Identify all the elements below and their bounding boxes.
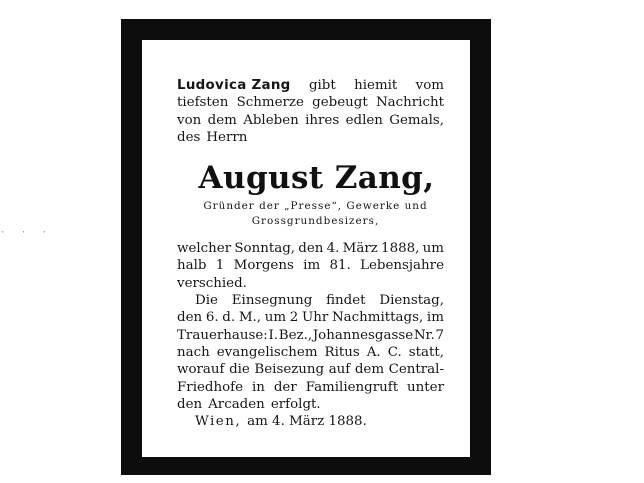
word: findet [326, 293, 366, 309]
word: 2 [289, 310, 299, 326]
word: evangelischem [216, 344, 318, 360]
death-notice-text [177, 77, 444, 430]
word: Central- [388, 362, 444, 378]
word: im [303, 258, 321, 274]
word: Morgens [233, 258, 294, 274]
word: den [177, 396, 203, 412]
dateline-date: am 4. März 1888. [247, 414, 367, 430]
word: 1 [215, 258, 225, 274]
word: hiemit [354, 78, 398, 93]
widow-name: Ludovica Zang [177, 78, 291, 93]
word: um [264, 310, 287, 326]
word: Friedhofe [177, 379, 244, 395]
word: Dienstag, [379, 293, 444, 309]
word: Familiengruft [305, 379, 399, 395]
word: M., [238, 310, 262, 326]
word: den [177, 310, 203, 326]
word: Gemals, [389, 112, 444, 128]
word: 4. [326, 241, 340, 257]
death-line [177, 275, 444, 292]
word: verschied. [177, 275, 247, 291]
word: ihres [305, 112, 340, 128]
word: Lebensjahre [360, 258, 444, 274]
word: gebeugt [312, 95, 368, 111]
word: dem [207, 112, 237, 128]
word: statt, [408, 344, 444, 360]
word: worauf [177, 362, 225, 378]
funeral-line [177, 396, 444, 413]
death-line [177, 240, 444, 257]
intro-paragraph [177, 77, 444, 146]
word: Sonntag, [234, 241, 296, 257]
stray-scan-marks: · · · [0, 228, 53, 238]
word: I. [268, 327, 279, 343]
word: 81. [329, 258, 351, 274]
word: in [251, 379, 265, 395]
word: den [298, 241, 324, 257]
intro-line [177, 77, 444, 94]
funeral-line [177, 344, 444, 361]
word: Ableben [243, 112, 299, 128]
word: gibt [308, 78, 336, 93]
death-paragraph [177, 240, 444, 292]
word: Beisezung [254, 362, 325, 378]
funeral-paragraph [177, 292, 444, 413]
word: tiefsten [177, 95, 229, 111]
word: Die [195, 293, 218, 309]
word: unter [407, 379, 444, 395]
word: des [177, 129, 201, 145]
word: Einsegnung [231, 293, 313, 309]
word: März [342, 241, 378, 257]
word: Nachricht [375, 95, 444, 111]
word: A. [366, 344, 381, 360]
word: um [422, 241, 444, 257]
intro-line [177, 112, 444, 129]
word: C. [387, 344, 402, 360]
word: dem [354, 362, 385, 378]
subtitle-line: Gründer der „Presse“, Gewerke und [203, 200, 428, 213]
word: die [229, 362, 250, 378]
funeral-line [177, 379, 444, 396]
deceased-name: August Zang, [198, 160, 435, 197]
word: im [426, 310, 444, 326]
word: der [273, 379, 297, 395]
word: auf [328, 362, 351, 378]
subtitle-line: Grossgrundbesizers, [251, 215, 380, 228]
word: Ritus [324, 344, 360, 360]
word: Herrn [206, 129, 248, 145]
word: edlen [345, 112, 383, 128]
word: Uhr [301, 310, 329, 326]
intro-line [177, 94, 444, 111]
word: Trauerhause: [177, 327, 268, 343]
word: welcher [177, 241, 232, 257]
word: erfolgt. [270, 396, 321, 412]
funeral-line [177, 327, 444, 344]
word: vom [415, 78, 444, 93]
word: Nachmittags, [331, 310, 424, 326]
word: Johannesgasse [312, 327, 414, 343]
word: d. [222, 310, 236, 326]
word: von [177, 112, 202, 128]
death-line [177, 257, 444, 274]
word: 1888, [381, 241, 420, 257]
word: nach [177, 344, 210, 360]
word: Arcaden [208, 396, 265, 412]
word: Schmerze [236, 95, 304, 111]
funeral-line [177, 361, 444, 378]
deceased-titles [177, 199, 444, 229]
word: 7 [435, 327, 444, 343]
intro-line [177, 129, 444, 146]
dateline [177, 413, 444, 430]
word: halb [177, 258, 207, 274]
funeral-line [177, 292, 444, 309]
word: 6. [205, 310, 219, 326]
funeral-line [177, 309, 444, 326]
word: Nr. [413, 327, 435, 343]
word: Bez., [278, 327, 313, 343]
dateline-city: Wien, [195, 414, 242, 430]
mourning-border [121, 19, 491, 475]
